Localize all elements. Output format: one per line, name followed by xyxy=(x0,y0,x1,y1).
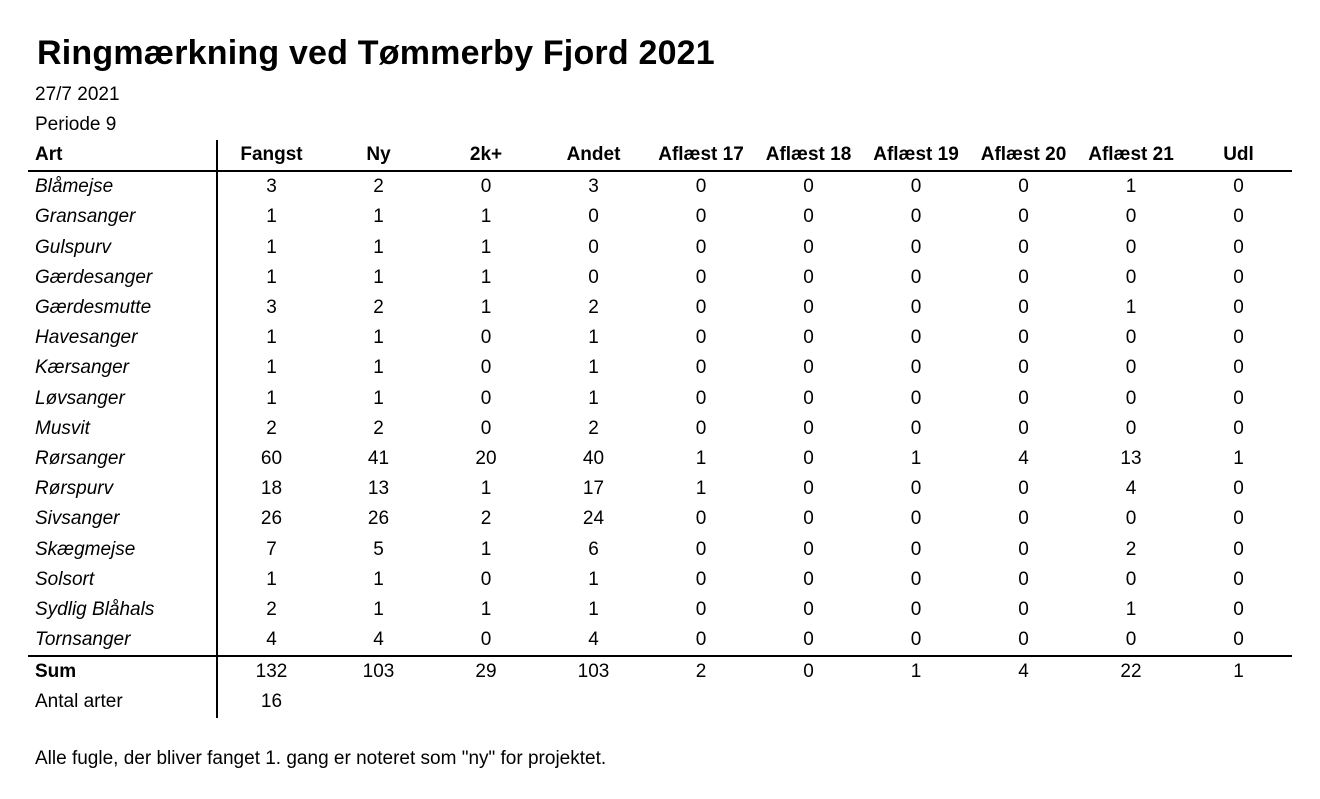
table-cell: 0 xyxy=(1018,417,1029,439)
table-cell: 0 xyxy=(1233,176,1244,198)
table-cell: 0 xyxy=(1233,508,1244,530)
table-cell: 2 xyxy=(373,297,384,319)
table-row xyxy=(28,414,1292,444)
table-cell: 0 xyxy=(910,236,922,258)
table-cell: 0 xyxy=(1233,387,1244,409)
column-header: Udl xyxy=(1185,140,1292,171)
table-cell: 0 xyxy=(1233,417,1244,439)
table-cell: 0 xyxy=(480,327,492,349)
table-cell: 1 xyxy=(266,357,277,379)
table-cell: 0 xyxy=(695,387,707,409)
table-cell: 0 xyxy=(480,357,492,379)
table-cell: 0 xyxy=(1233,327,1244,349)
sum-cell: 4 xyxy=(970,656,1077,687)
species-name: Gransanger xyxy=(28,202,217,232)
species-name: Rørsanger xyxy=(28,444,217,474)
table-cell: 6 xyxy=(588,538,599,560)
column-header: Andet xyxy=(540,140,647,171)
table-cell: 0 xyxy=(588,266,599,288)
table-cell: 0 xyxy=(588,206,599,228)
footnote: Alle fugle, der bliver fanget 1. gang er noteret som "ny" for projektet. xyxy=(35,748,607,769)
species-count-value: 16 xyxy=(260,691,283,713)
sum-cell: 103 xyxy=(325,656,432,687)
table-cell: 0 xyxy=(910,598,922,620)
table-cell: 0 xyxy=(1233,598,1244,620)
column-header: Ny xyxy=(325,140,432,171)
table-cell: 3 xyxy=(588,176,599,198)
table-cell: 2 xyxy=(373,417,384,439)
table-cell: 0 xyxy=(1233,236,1244,258)
species-name: Havesanger xyxy=(28,323,217,353)
table-cell: 1 xyxy=(373,387,384,409)
table-cell: 1 xyxy=(266,236,277,258)
table-cell: 1 xyxy=(480,598,492,620)
table-cell: 1 xyxy=(1125,176,1137,198)
table-cell: 0 xyxy=(803,417,814,439)
table-cell: 0 xyxy=(910,357,922,379)
table-row xyxy=(28,202,1292,232)
table-cell: 1 xyxy=(266,266,277,288)
table-cell: 0 xyxy=(910,417,922,439)
table-cell: 0 xyxy=(1018,297,1029,319)
table-cell: 0 xyxy=(1018,568,1029,590)
table-cell: 1 xyxy=(373,206,384,228)
species-count-row xyxy=(28,687,1292,717)
sum-cell: 0 xyxy=(755,656,862,687)
table-row xyxy=(28,384,1292,414)
table-cell: 0 xyxy=(1018,176,1029,198)
table-cell: 1 xyxy=(588,568,599,590)
table-row xyxy=(28,233,1292,263)
table-cell: 0 xyxy=(803,327,814,349)
table-cell: 0 xyxy=(695,598,707,620)
table-cell: 0 xyxy=(803,508,814,530)
table-cell: 2 xyxy=(480,508,492,530)
table-cell: 2 xyxy=(588,417,599,439)
table-cell: 0 xyxy=(1125,629,1137,651)
table-cell: 0 xyxy=(803,538,814,560)
table-cell: 0 xyxy=(803,357,814,379)
table-cell: 4 xyxy=(1018,447,1029,469)
species-name: Sydlig Blåhals xyxy=(28,595,217,625)
table-cell: 0 xyxy=(910,629,922,651)
table-cell: 0 xyxy=(1125,508,1137,530)
table-cell: 0 xyxy=(910,508,922,530)
table-cell: 3 xyxy=(266,176,277,198)
table-row xyxy=(28,263,1292,293)
table-cell: 0 xyxy=(1125,236,1137,258)
table-cell: 1 xyxy=(480,478,492,500)
column-header: Art xyxy=(28,140,217,171)
table-cell: 0 xyxy=(1125,417,1137,439)
table-cell: 0 xyxy=(1233,568,1244,590)
table-cell: 20 xyxy=(475,447,497,469)
table-cell: 0 xyxy=(910,297,922,319)
column-header: 2k+ xyxy=(432,140,540,171)
table-cell: 0 xyxy=(1233,629,1244,651)
table-cell: 4 xyxy=(1125,478,1137,500)
table-cell: 0 xyxy=(695,629,707,651)
column-header: Fangst xyxy=(217,140,325,171)
table-cell: 0 xyxy=(803,478,814,500)
table-cell: 0 xyxy=(910,266,922,288)
table-cell: 1 xyxy=(266,327,277,349)
table-cell: 0 xyxy=(1018,508,1029,530)
table-cell: 3 xyxy=(266,297,277,319)
sum-cell: 29 xyxy=(432,656,540,687)
table-cell: 13 xyxy=(367,478,390,500)
table-row xyxy=(28,534,1292,564)
column-header: Aflæst 20 xyxy=(970,140,1077,171)
table-cell: 1 xyxy=(695,478,707,500)
table-cell: 0 xyxy=(480,417,492,439)
table-cell: 0 xyxy=(695,508,707,530)
table-cell: 0 xyxy=(695,176,707,198)
column-header: Aflæst 17 xyxy=(647,140,755,171)
species-name: Skægmejse xyxy=(28,534,217,564)
table-cell: 0 xyxy=(1018,478,1029,500)
table-cell: 0 xyxy=(1233,357,1244,379)
species-name: Solsort xyxy=(28,565,217,595)
table-cell: 1 xyxy=(373,357,384,379)
sum-cell: 1 xyxy=(862,656,970,687)
table-cell: 2 xyxy=(266,417,277,439)
column-header: Aflæst 19 xyxy=(862,140,970,171)
table-cell: 4 xyxy=(588,629,599,651)
table-cell: 5 xyxy=(373,538,384,560)
report-title: Ringmærkning ved Tømmerby Fjord 2021 xyxy=(37,34,715,72)
table-cell: 4 xyxy=(266,629,277,651)
table-cell: 0 xyxy=(803,297,814,319)
table-cell: 0 xyxy=(695,568,707,590)
table-cell: 60 xyxy=(260,447,283,469)
table-cell: 26 xyxy=(367,508,390,530)
species-name: Gærdesanger xyxy=(28,263,217,293)
table-cell: 0 xyxy=(1125,568,1137,590)
ringing-table xyxy=(28,140,1292,718)
table-cell: 1 xyxy=(588,327,599,349)
table-cell: 1 xyxy=(910,447,922,469)
table-cell: 0 xyxy=(1125,357,1137,379)
table-cell: 0 xyxy=(803,176,814,198)
table-cell: 1 xyxy=(588,598,599,620)
table-cell: 1 xyxy=(588,387,599,409)
report-period: Periode 9 xyxy=(35,114,117,135)
table-cell: 1 xyxy=(695,447,707,469)
table-cell: 0 xyxy=(803,598,814,620)
table-cell: 1 xyxy=(480,297,492,319)
table-cell: 17 xyxy=(582,478,605,500)
table-cell: 0 xyxy=(910,327,922,349)
species-name: Løvsanger xyxy=(28,384,217,414)
table-cell: 7 xyxy=(266,538,277,560)
table-cell: 0 xyxy=(910,387,922,409)
table-cell: 1 xyxy=(373,266,384,288)
table-cell: 0 xyxy=(1018,538,1029,560)
table-cell: 0 xyxy=(803,387,814,409)
table-cell: 0 xyxy=(1233,266,1244,288)
table-row xyxy=(28,565,1292,595)
table-cell: 0 xyxy=(910,206,922,228)
table-cell: 0 xyxy=(1018,206,1029,228)
table-cell: 0 xyxy=(695,357,707,379)
table-cell: 2 xyxy=(1125,538,1137,560)
table-row xyxy=(28,171,1292,202)
table-cell: 0 xyxy=(588,236,599,258)
table-cell: 1 xyxy=(480,236,492,258)
table-cell: 0 xyxy=(695,236,707,258)
table-cell: 0 xyxy=(803,629,814,651)
table-cell: 0 xyxy=(695,538,707,560)
table-cell: 0 xyxy=(480,568,492,590)
table-cell: 4 xyxy=(373,629,384,651)
table-cell: 0 xyxy=(1018,629,1029,651)
table-cell: 0 xyxy=(803,568,814,590)
table-cell: 0 xyxy=(1233,478,1244,500)
table-cell: 0 xyxy=(1125,266,1137,288)
table-cell: 0 xyxy=(695,266,707,288)
table-cell: 1 xyxy=(588,357,599,379)
table-cell: 0 xyxy=(910,538,922,560)
table-cell: 0 xyxy=(1125,387,1137,409)
table-cell: 0 xyxy=(695,297,707,319)
column-header: Aflæst 18 xyxy=(755,140,862,171)
species-name: Gulspurv xyxy=(28,233,217,263)
species-name: Tornsanger xyxy=(28,625,217,656)
table-cell: 0 xyxy=(695,417,707,439)
table-row xyxy=(28,625,1292,656)
table-cell: 1 xyxy=(480,266,492,288)
table-cell: 40 xyxy=(582,447,605,469)
table-cell: 24 xyxy=(582,508,605,530)
table-cell: 1 xyxy=(266,206,277,228)
sum-cell: 1 xyxy=(1185,656,1292,687)
species-name: Sivsanger xyxy=(28,504,217,534)
table-cell: 0 xyxy=(803,236,814,258)
table-cell: 0 xyxy=(480,629,492,651)
sum-cell: 103 xyxy=(540,656,647,687)
species-name: Rørspurv xyxy=(28,474,217,504)
table-cell: 1 xyxy=(1125,297,1137,319)
table-cell: 0 xyxy=(1018,266,1029,288)
table-cell: 2 xyxy=(588,297,599,319)
table-row xyxy=(28,474,1292,504)
report-date: 27/7 2021 xyxy=(35,84,120,105)
table-cell: 0 xyxy=(1233,206,1244,228)
table-row xyxy=(28,323,1292,353)
table-cell: 1 xyxy=(373,236,384,258)
table-cell: 0 xyxy=(1018,236,1029,258)
sum-row xyxy=(28,656,1292,687)
table-cell: 0 xyxy=(910,176,922,198)
table-cell: 1 xyxy=(266,568,277,590)
table-cell: 26 xyxy=(260,508,283,530)
table-cell: 1 xyxy=(480,206,492,228)
table-cell: 0 xyxy=(803,447,814,469)
table-row xyxy=(28,353,1292,383)
table-cell: 0 xyxy=(1125,206,1137,228)
table-cell: 18 xyxy=(260,478,283,500)
table-cell: 0 xyxy=(910,478,922,500)
sum-cell: 2 xyxy=(647,656,755,687)
species-name: Musvit xyxy=(28,414,217,444)
table-cell: 0 xyxy=(480,176,492,198)
table-cell: 0 xyxy=(1018,598,1029,620)
table-cell: 0 xyxy=(1233,297,1244,319)
table-cell: 0 xyxy=(1125,327,1137,349)
table-cell: 2 xyxy=(373,176,384,198)
table-cell: 0 xyxy=(1233,538,1244,560)
table-cell: 1 xyxy=(266,387,277,409)
species-name: Gærdesmutte xyxy=(28,293,217,323)
table-cell: 41 xyxy=(367,447,390,469)
table-cell: 1 xyxy=(373,598,384,620)
table-row xyxy=(28,293,1292,323)
table-cell: 0 xyxy=(695,206,707,228)
table-cell: 0 xyxy=(803,206,814,228)
table-cell: 0 xyxy=(1018,387,1029,409)
table-cell: 1 xyxy=(480,538,492,560)
table-header-row xyxy=(28,140,1292,171)
table-cell: 0 xyxy=(803,266,814,288)
table-cell: 0 xyxy=(480,387,492,409)
sum-cell: 22 xyxy=(1077,656,1185,687)
table-row xyxy=(28,595,1292,625)
sum-label: Sum xyxy=(28,656,217,687)
species-name: Kærsanger xyxy=(28,353,217,383)
table-row xyxy=(28,444,1292,474)
table-cell: 2 xyxy=(266,598,277,620)
table-cell: 1 xyxy=(373,568,384,590)
table-cell: 1 xyxy=(1125,598,1137,620)
table-cell: 0 xyxy=(1018,357,1029,379)
species-name: Blåmejse xyxy=(28,171,217,202)
table-row xyxy=(28,504,1292,534)
table-cell: 1 xyxy=(373,327,384,349)
table-cell: 0 xyxy=(1018,327,1029,349)
sum-cell: 132 xyxy=(217,656,325,687)
table-cell: 0 xyxy=(910,568,922,590)
table-cell: 1 xyxy=(1233,447,1244,469)
table-cell: 0 xyxy=(695,327,707,349)
species-count-label: Antal arter xyxy=(28,687,217,717)
table-cell: 13 xyxy=(1120,447,1142,469)
column-header: Aflæst 21 xyxy=(1077,140,1185,171)
